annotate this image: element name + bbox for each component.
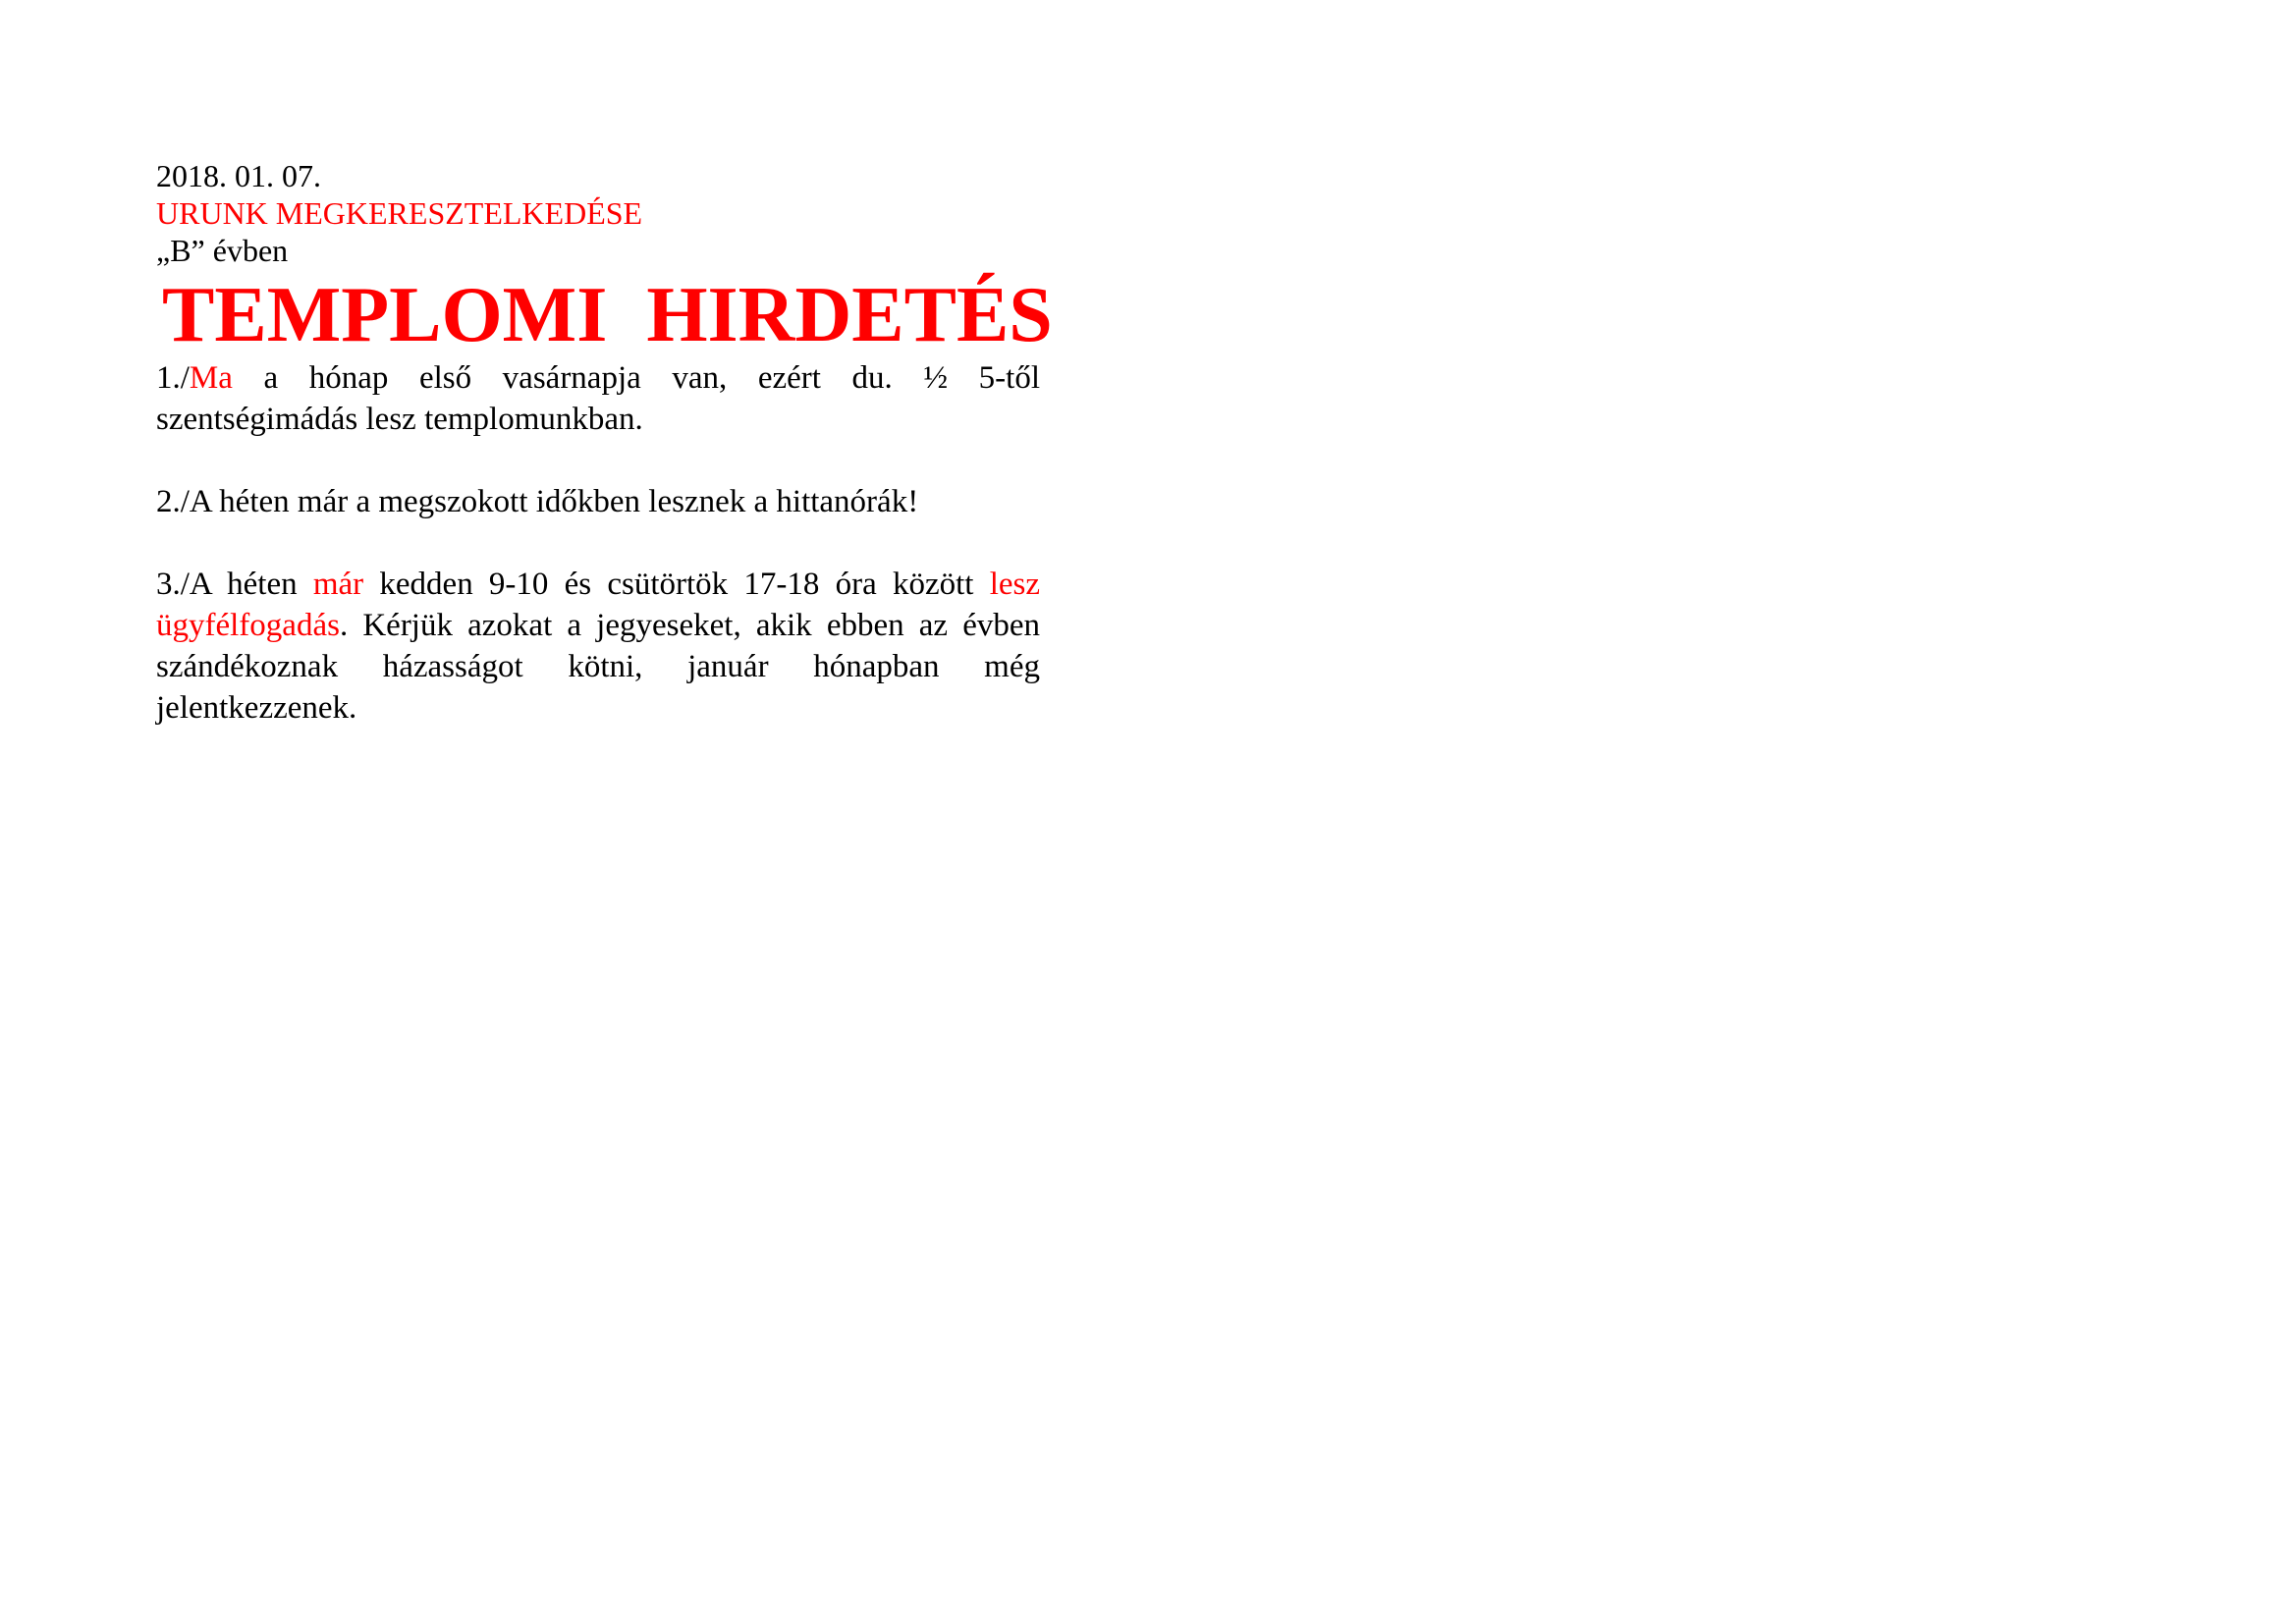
announcement-3-text-after: . Kérjük azokat a jegyeseket, akik ebben az évben szándékoznak házasságot kötni, január hónapban még jelentkezzenek.	[156, 608, 1040, 726]
feast-title: URUNK MEGKERESZTELKEDÉSE	[156, 195, 643, 231]
announcement-2	[156, 481, 1040, 522]
announcement-2-text: A héten már a megszokott időkben lesznek a hittanórák!	[189, 484, 919, 519]
announcement-1-number: 1./	[156, 360, 190, 396]
liturgical-year: „B” évben	[156, 233, 289, 268]
announcement-page	[156, 157, 1053, 729]
announcement-3-highlight-2: lesz ügyfélfogadás	[156, 567, 1040, 643]
announcement-3-highlight-1: már	[312, 567, 364, 602]
announcement-3-text-before: A héten	[189, 567, 313, 602]
announcement-2-number: 2./	[156, 484, 190, 519]
announcement-3-number: 3./	[156, 567, 190, 602]
announcement-3	[156, 564, 1040, 729]
announcement-1-text: a hónap első vasárnapja van, ezért du. ½ 5-től szentségimádás lesz templomunkban.	[156, 360, 1040, 437]
announcement-3-text-middle: kedden 9-10 és csütörtök 17-18 óra között	[363, 567, 990, 602]
announcement-1-highlight: Ma	[189, 360, 233, 396]
announcement-1	[156, 357, 1040, 440]
date-line: 2018. 01. 07.	[156, 158, 321, 193]
page-title: TEMPLOMI HIRDETÉS	[162, 272, 1053, 358]
